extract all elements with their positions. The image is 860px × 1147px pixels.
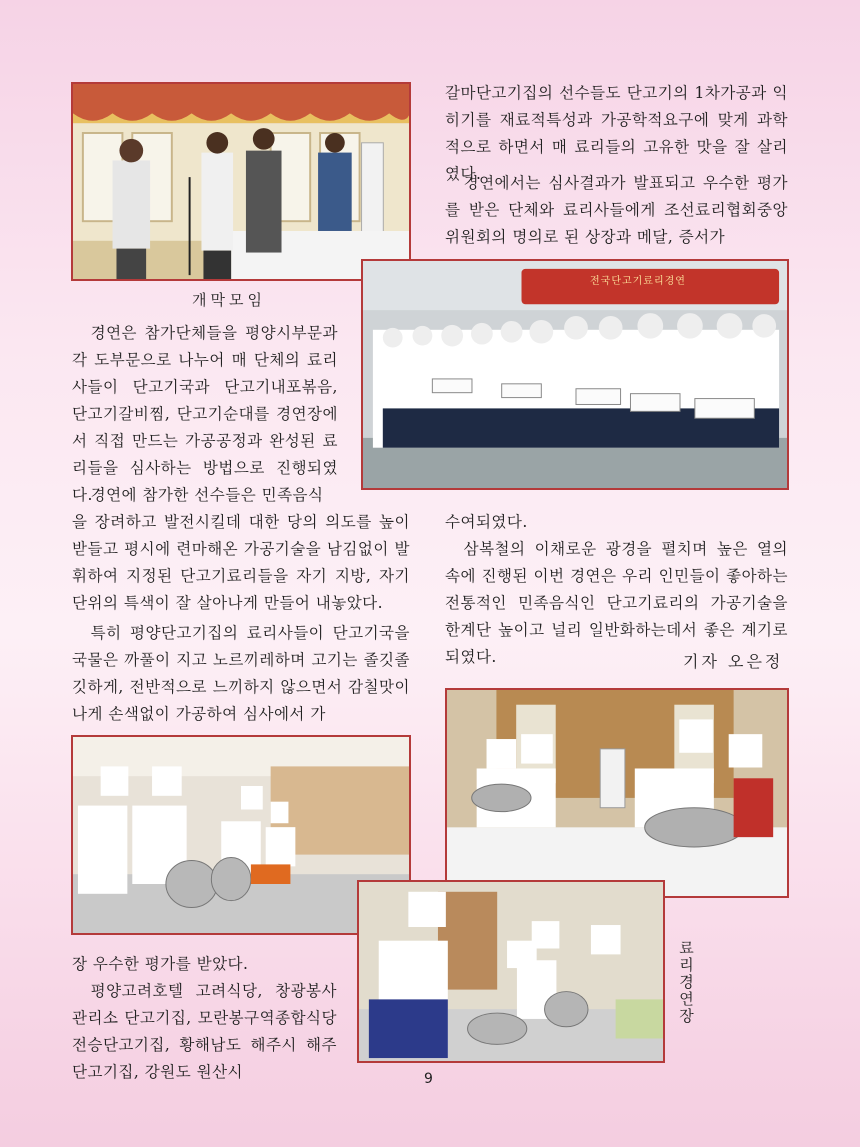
paragraph-left-bottom1: 장 우수한 평가를 받았다. <box>72 955 249 973</box>
photo-participants <box>361 259 789 490</box>
paragraph-left-2a: 경연에 참가한 선수들은 민족음식 <box>90 486 324 504</box>
photo-cooking-bottom <box>357 880 665 1063</box>
paragraph-left-1: 경연은 참가단체들을 평양시부문과 각 도부문으로 나누어 매 단체의 료리사들이 단고기국과 단고기내포볶음, 단고기갈비찜, 단고기순대를 경연장에서 직접 만드는 가공공정과 완성된 료리들을 심사하는 방법으로 진행되였다. <box>72 324 338 504</box>
paragraph-right-top2: 경연에서는 심사결과가 발표되고 우수한 평가를 받은 단체와 료리사들에게 조선료리협회중앙위원회의 명의로 된 상장과 메달, 증서가 <box>445 174 788 246</box>
paragraph-right-mid2: 삼복철의 이채로운 광경을 펼치며 높은 열의 속에 진행된 이번 경연은 우리 인민들이 좋아하는 전통적인 민족음식인 단고기료리의 가공기술을 한계단 높이고 널리 일반화하는데서 좋은 계기로 되였다. <box>445 540 788 666</box>
paragraph-right-mid1: 수여되였다. <box>445 513 528 531</box>
caption-opening: 개막모임 <box>192 291 266 309</box>
paragraph-left-3: 특히 평양단고기집의 료리사들이 단고기국을 국물은 까풀이 지고 노르끼레하며 고기는 졸깃졸깃하게, 전반적으로 느끼하지 않으면서 감칠맛이 나게 손색없이 가공하여 심사에서 가 <box>72 624 410 723</box>
photo-opening-ceremony <box>71 82 411 281</box>
caption-venue: 료리경연장 <box>677 940 695 1025</box>
paragraph-left-2b: 을 장려하고 발전시킬데 대한 당의 의도를 높이 받들고 평시에 련마해온 가공기술을 남김없이 발휘하여 지정된 단고기료리들을 자기 지방, 자기 단위의 특색이 잘 살아나게 만들어 내놓았다. <box>72 513 410 612</box>
photo-cooking-right <box>445 688 789 898</box>
byline: 기자 오은정 <box>683 652 784 671</box>
paragraph-left-bottom2: 평양고려호텔 고려식당, 창광봉사관리소 단고기집, 모란봉구역종합식당 전승단고기집, 황해남도 해주시 해주단고기집, 강원도 원산시 <box>72 982 337 1081</box>
banner-label: 전국단고기료리경연 <box>590 276 686 287</box>
page-number: 9 <box>424 1071 433 1087</box>
paragraph-right-top: 갈마단고기집의 선수들도 단고기의 1차가공과 익히기를 재료적특성과 가공학적요구에 맞게 과학적으로 하면서 매 료리들의 고유한 맛을 잘 살리였다. <box>445 84 788 183</box>
